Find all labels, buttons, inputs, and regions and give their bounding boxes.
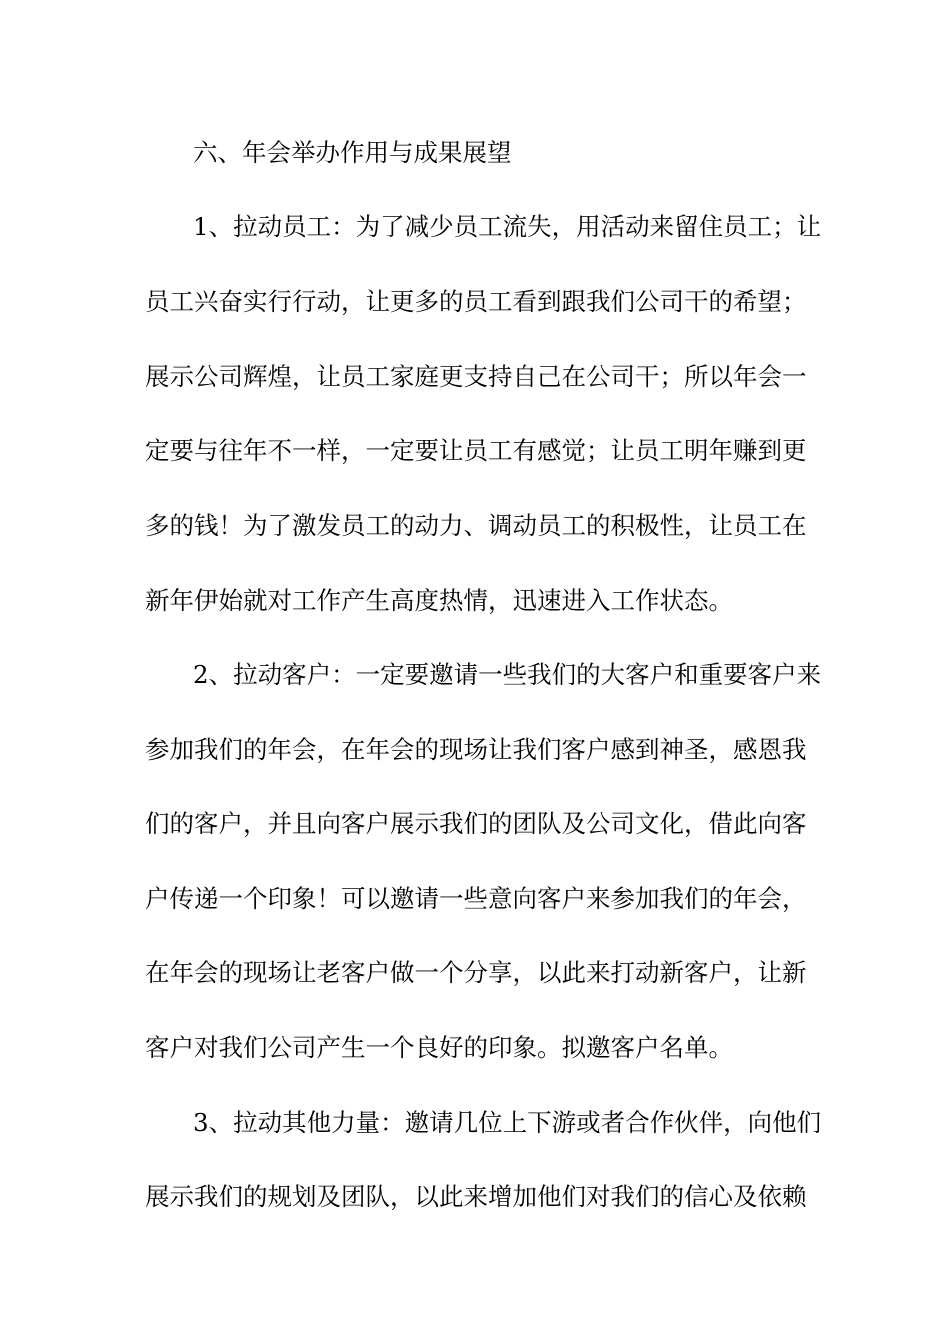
paragraph-1-line-5: 多的钱！为了激发员工的动力、调动员工的积极性，让员工在 — [145, 511, 807, 540]
paragraph-1-line-1: 1、拉动员工：为了减少员工流失，用活动来留住员工；让 — [193, 212, 822, 241]
paragraph-2-line-4: 户传递一个印象！可以邀请一些意向客户来参加我们的年会， — [145, 884, 807, 913]
paragraph-2-line-3: 们的客户，并且向客户展示我们的团队及公司文化，借此向客 — [145, 809, 807, 838]
paragraph-2-line-1: 2、拉动客户：一定要邀请一些我们的大客户和重要客户来 — [193, 660, 822, 689]
section-heading: 六、年会举办作用与成果展望 — [193, 138, 512, 167]
paragraph-2-line-5: 在年会的现场让老客户做一个分享，以此来打动新客户，让新 — [145, 958, 807, 987]
paragraph-3-line-2: 展示我们的规划及团队，以此来增加他们对我们的信心及依赖 — [145, 1182, 807, 1211]
paragraph-1-line-2: 员工兴奋实行行动，让更多的员工看到跟我们公司干的希望； — [145, 287, 807, 316]
paragraph-3-line-1: 3、拉动其他力量：邀请几位上下游或者合作伙伴，向他们 — [193, 1108, 822, 1137]
paragraph-1-line-4: 定要与往年不一样，一定要让员工有感觉；让员工明年赚到更 — [145, 436, 807, 465]
paragraph-2-line-6: 客户对我们公司产生一个良好的印象。拟邀客户名单。 — [145, 1033, 733, 1062]
paragraph-1-line-6: 新年伊始就对工作产生高度热情，迅速进入工作状态。 — [145, 586, 733, 615]
paragraph-1-line-3: 展示公司辉煌，让员工家庭更支持自己在公司干；所以年会一 — [145, 362, 807, 391]
paragraph-2-line-2: 参加我们的年会，在年会的现场让我们客户感到神圣，感恩我 — [145, 735, 807, 764]
